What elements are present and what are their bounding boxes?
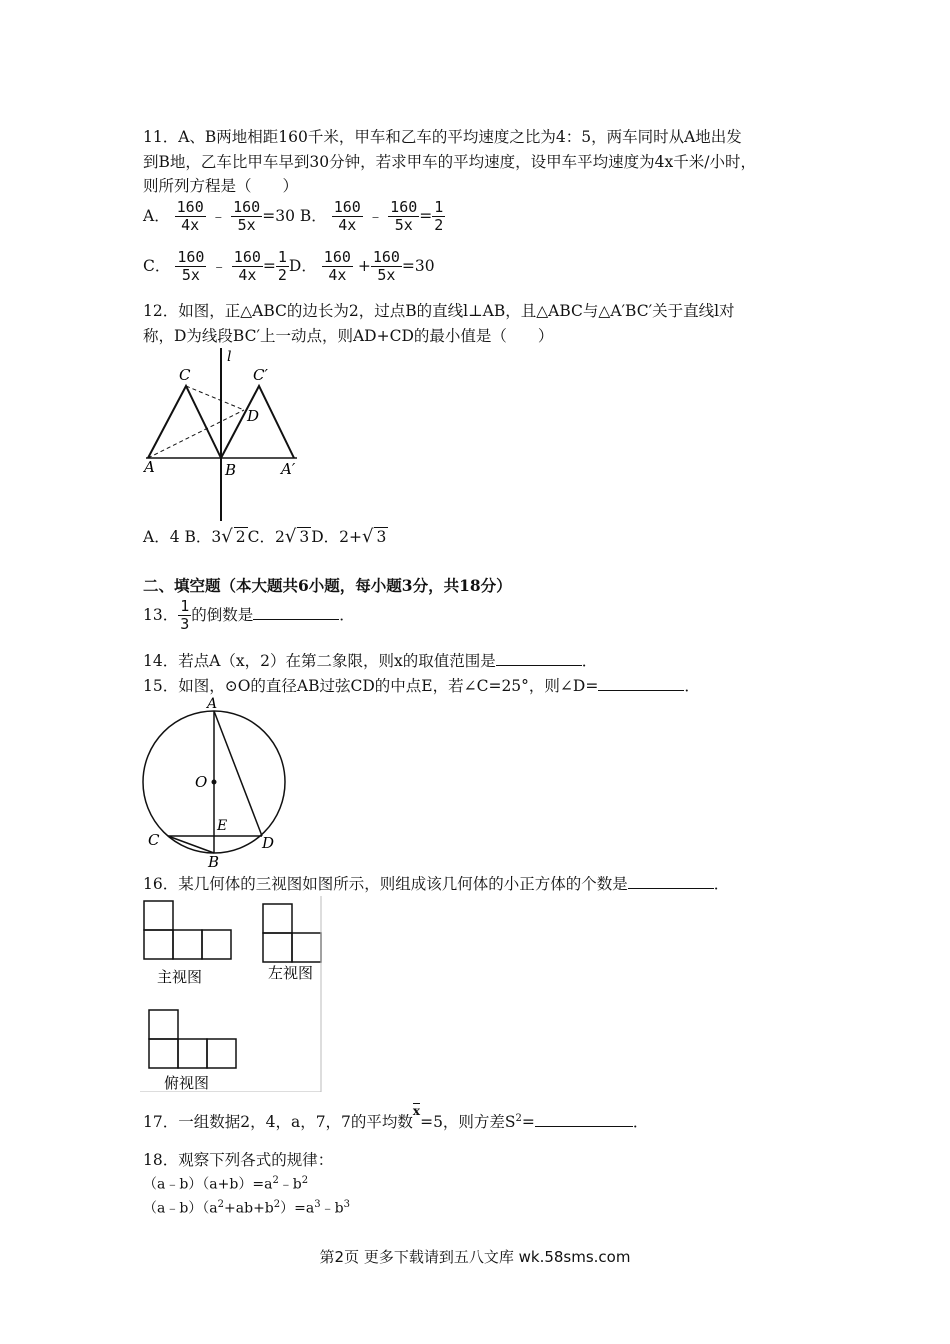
front-view-label: 主视图 <box>157 968 203 986</box>
q12-line2: 称，D为线段BC′上一动点，则AD+CD的最小值是（ ） <box>143 327 554 345</box>
q13: 13． $\frac{1}{3}$ 的倒数是 ． <box>143 597 355 634</box>
segment-cb <box>168 836 214 853</box>
q16: 16．某几何体的三视图如图所示，则组成该几何体的小正方体的个数是 ． <box>143 875 730 893</box>
label-c: C <box>148 831 160 849</box>
fraction: $\frac{160}{4x}$ <box>233 248 261 285</box>
fraction: $\frac{160}{5x}$ <box>390 198 418 235</box>
option-d-tail: =30 <box>401 256 435 275</box>
fraction: $\frac{1}{3}$ <box>180 597 190 634</box>
q18-row2: $(a﹣b)(a^2+ab+b^2)=a^3﹣b^3$ <box>143 1199 350 1217</box>
option-d-label: D． <box>288 256 317 275</box>
center-dot <box>212 780 217 785</box>
q11-line1: 11．A、B两地相距160千米，甲车和乙车的平均速度之比为4：5，两车同时从A地出发 <box>143 128 742 146</box>
fraction: $\frac{160}{4x}$ <box>333 198 361 235</box>
fraction: $\frac{1}{2}$ <box>434 198 444 235</box>
top-view-label: 俯视图 <box>164 1074 210 1092</box>
option-a-tail: =30 B． <box>262 206 327 225</box>
q11-options-cd: C． $\frac{160}{5x}$ ﹣ $\frac{160}{4x}$ = $\frac{1}{2}$ D． $\frac{160}{4x}$ + $\frac{160}{5x}$ =30 <box>143 248 435 285</box>
fraction: $\frac{160}{4x}$ <box>323 248 351 285</box>
q11-line3: 则所列方程是（ ） <box>143 177 299 195</box>
front-square <box>173 930 202 959</box>
front-square <box>144 930 173 959</box>
answer-blank <box>535 1112 633 1127</box>
label-o: O <box>195 773 208 791</box>
fraction: $\frac{160}{5x}$ <box>233 198 261 235</box>
option-c-label: C． <box>143 256 171 275</box>
left-square <box>263 933 292 962</box>
dashed-ad <box>148 410 244 458</box>
left-square <box>292 933 321 962</box>
q17: 17．一组数据2，4，a，7，7的平均数x=5，则方差$S^2=$ ． <box>143 1104 649 1131</box>
section-heading: 二、填空题（本大题共6小题，每小题3分，共18分） <box>143 576 512 595</box>
top-square <box>178 1039 207 1068</box>
label-cp: C′ <box>253 366 268 384</box>
left-view-label: 左视图 <box>268 964 314 982</box>
label-a: A <box>144 458 155 476</box>
left-square <box>263 904 292 933</box>
q11-options-ab: A． $\frac{160}{4x}$ ﹣ $\frac{160}{5x}$ =30 B． $\frac{160}{4x}$ ﹣ $\frac{160}{5x}$ = $\frac{1}{2}$ <box>143 198 444 235</box>
label-b: B <box>208 853 220 868</box>
top-square <box>149 1039 178 1068</box>
q18-text: 18．观察下列各式的规律： <box>143 1151 334 1169</box>
triangle-abc <box>148 386 221 458</box>
fraction: $\frac{160}{5x}$ <box>177 248 205 285</box>
answer-blank <box>253 605 339 620</box>
fraction: $\frac{160}{5x}$ <box>372 248 400 285</box>
fraction: $\frac{1}{2}$ <box>277 248 287 285</box>
q12-options: A．4 B．3√ 2 C．2√ 3 D．2+√ 3 <box>143 526 387 547</box>
fraction: $\frac{160}{4x}$ <box>176 198 204 235</box>
answer-blank <box>598 676 684 691</box>
label-a: A <box>207 696 218 712</box>
front-square <box>144 901 173 930</box>
q12-figure <box>143 348 303 523</box>
q16-figure <box>140 896 325 1092</box>
option-a-label: A． <box>143 206 170 225</box>
q18-row1: $(a﹣b)(a+b)=a^2﹣b^2$ <box>143 1175 309 1193</box>
page-footer: 第2页 更多下载请到五八文库 wk.58sms.com <box>319 1248 631 1266</box>
q11-line2: 到B地，乙车比甲车早到30分钟，若求甲车的平均速度，设甲车平均速度为4x千米/小时， <box>143 153 756 171</box>
label-d: D <box>262 834 275 852</box>
answer-blank <box>628 874 714 889</box>
top-square <box>207 1039 236 1068</box>
q15-figure <box>140 696 290 868</box>
x-bar: x <box>412 1104 421 1118</box>
q12-line1: 12．如图，正△ABC的边长为2，过点B的直线l⊥AB，且△ABC与△A′BC′关于直线l对 <box>143 302 735 320</box>
top-square <box>149 1010 178 1039</box>
dashed-cd <box>186 386 244 410</box>
label-d: D <box>247 407 260 425</box>
q15: 15．如图，⊙O的直径AB过弦CD的中点E，若∠C=25°，则∠D= ． <box>143 677 700 695</box>
front-square <box>202 930 231 959</box>
label-e: E <box>217 818 228 834</box>
answer-blank <box>496 651 582 666</box>
label-l: l <box>227 349 232 365</box>
label-c: C <box>179 366 191 384</box>
q14: 14．若点A（x，2）在第二象限，则x的取值范围是 ． <box>143 652 598 670</box>
label-b: B <box>225 461 237 479</box>
label-ap: A′ <box>281 460 296 478</box>
